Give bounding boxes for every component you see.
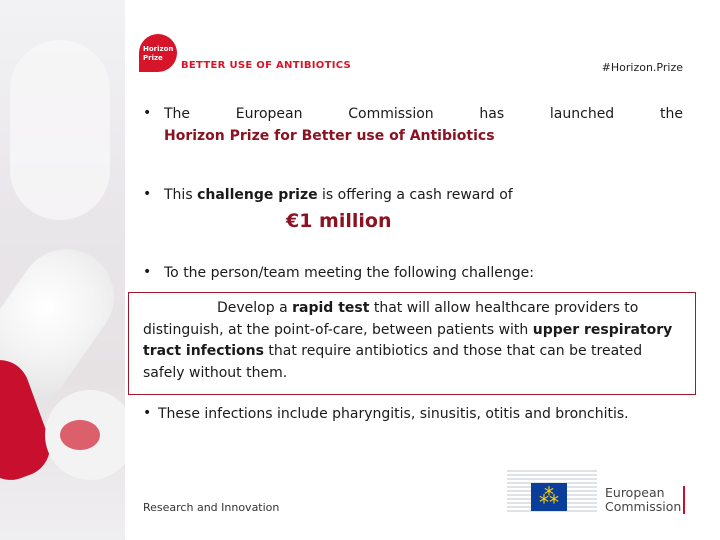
bullet-infections (143, 403, 629, 425)
bullet-icon: • (143, 264, 152, 280)
bullet-icon: • (143, 405, 152, 421)
bullet-reward (143, 184, 513, 206)
word: launched (549, 106, 615, 122)
text: that will allow healthcare providers to distinguish, at the point-of-care, between patients with (143, 300, 639, 338)
reward-amount: €1 million (286, 210, 392, 232)
bullet-icon: • (143, 186, 152, 202)
bullet-icon: • (143, 105, 152, 121)
prize-name: Horizon Prize for Better use of Antibiotics (164, 128, 495, 144)
word: the (659, 106, 683, 122)
text: that require antibiotics and those that can be treated safely without them. (143, 343, 643, 381)
antibiotics-capsules-photo (0, 0, 125, 540)
ec-name-line1: European (605, 485, 665, 500)
bold-text: upper respiratory tract infections (143, 321, 673, 359)
european-commission-logo (507, 466, 687, 518)
horizon-prize-logo (139, 34, 177, 72)
text: Develop a (217, 300, 293, 316)
bold-text: challenge prize (197, 187, 318, 203)
word: European (235, 106, 303, 122)
word: has (479, 106, 505, 122)
challenge-box (128, 292, 696, 395)
ec-name-line2: Commission (605, 499, 682, 514)
text: These infections include pharyngitis, sinusitis, otitis and bronchitis. (158, 406, 629, 422)
logo-circle-text: Horizon Prize (143, 45, 174, 62)
footer-text: Research and Innovation (143, 501, 280, 514)
bullet-challenge (143, 262, 534, 284)
word: The (164, 106, 191, 122)
logo-title: BETTER USE OF ANTIBIOTICS (181, 60, 352, 71)
text: This (164, 187, 198, 203)
bullet-launch (143, 103, 683, 147)
text: To the person/team meeting the following challenge: (164, 265, 534, 281)
text: is offering a cash reward of (317, 187, 513, 203)
bold-text: rapid test (292, 300, 370, 316)
word: Commission (348, 106, 434, 122)
eu-flag-icon: ⁂ (531, 483, 567, 511)
hashtag: #Horizon.Prize (601, 61, 683, 74)
